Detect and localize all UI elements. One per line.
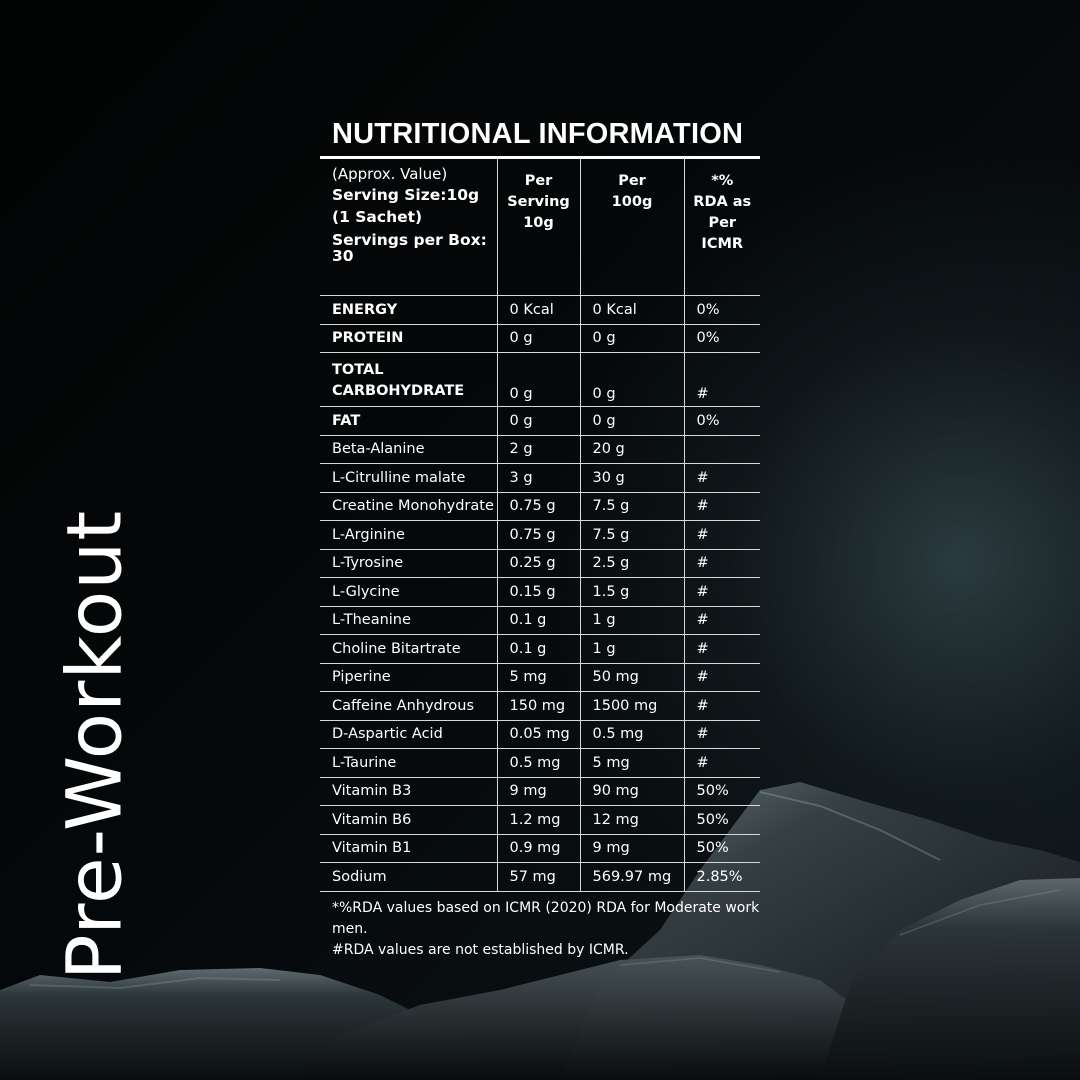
per-serving-value: 57 mg [497,863,580,892]
table-row [320,435,760,464]
table-row [320,324,760,353]
rda-value: # [684,578,760,607]
table-header-row [320,159,760,296]
header-per-100g-line2: 100g [611,194,653,210]
nutrient-name: L-Theanine [320,606,497,635]
table-row [320,296,760,325]
per-serving-value: 2 g [497,435,580,464]
footnote-rda-basis: *%RDA values based on ICMR (2020) RDA for Moderate work men. [332,899,760,937]
table-row [320,663,760,692]
nutrient-name: Choline Bitartrate [320,635,497,664]
header-serving-info [320,159,497,296]
rda-value: 0% [684,407,760,436]
per-100g-value: 50 mg [580,663,684,692]
nutrient-name: Creatine Monohydrate [320,492,497,521]
product-title-vertical: Pre-Workout [49,509,139,981]
rda-value [684,435,760,464]
nutrient-name: Piperine [320,663,497,692]
table-row [320,635,760,664]
table-row [320,863,760,892]
per-100g-value: 1500 mg [580,692,684,721]
per-serving-value: 0.1 g [497,606,580,635]
nutrient-name: Vitamin B6 [320,806,497,835]
header-per-100g-line1: Per [618,173,646,189]
rda-value: 50% [684,806,760,835]
per-100g-value: 9 mg [580,834,684,863]
header-approx-value: (Approx. Value) [332,165,448,183]
header-rda [684,159,760,296]
rda-value: # [684,606,760,635]
per-100g-value: 0 g [580,353,684,407]
header-rda-line1: *% [711,173,734,189]
header-per-serving-line1: Per [524,173,553,189]
table-row [320,521,760,550]
header-rda-line4: ICMR [701,236,744,252]
table-row [320,806,760,835]
table-row [320,606,760,635]
table-row [320,353,760,407]
per-serving-value: 0 g [497,407,580,436]
nutrient-name: ENERGY [320,296,497,325]
rda-value: 50% [684,777,760,806]
per-serving-value: 1.2 mg [497,806,580,835]
rda-value: # [684,492,760,521]
rda-value: # [684,353,760,407]
per-100g-value: 0 g [580,407,684,436]
per-100g-value: 0 Kcal [580,296,684,325]
nutrient-name: L-Citrulline malate [320,464,497,493]
table-row [320,492,760,521]
per-serving-value: 0.75 g [497,521,580,550]
nutrient-name: Beta-Alanine [320,435,497,464]
per-100g-value: 569.97 mg [580,863,684,892]
per-serving-value: 0.9 mg [497,834,580,863]
per-serving-value: 0.5 mg [497,749,580,778]
nutrition-panel [320,112,760,961]
nutrient-name: PROTEIN [320,324,497,353]
nutrition-table-body [320,159,760,891]
per-serving-value: 0.75 g [497,492,580,521]
header-per-100g [580,159,684,296]
per-serving-value: 0.05 mg [497,720,580,749]
footnote-rda-not-established: #RDA values are not established by ICMR. [332,941,629,958]
per-serving-value: 0.25 g [497,549,580,578]
rda-value: # [684,692,760,721]
header-servings-per-box: Servings per Box: [332,231,487,249]
per-100g-value: 90 mg [580,777,684,806]
rda-value: # [684,749,760,778]
nutrient-name: L-Taurine [320,749,497,778]
per-100g-value: 1 g [580,635,684,664]
per-100g-value: 30 g [580,464,684,493]
table-row [320,407,760,436]
panel-title: NUTRITIONAL INFORMATION [320,112,760,159]
per-serving-value: 0.15 g [497,578,580,607]
rda-value: # [684,635,760,664]
header-per-serving [497,159,580,296]
rda-value: # [684,521,760,550]
per-100g-value: 1 g [580,606,684,635]
rda-value: 0% [684,296,760,325]
header-rda-line2: RDA as [693,194,752,210]
per-serving-value: 0 g [497,324,580,353]
rda-value: # [684,464,760,493]
table-row [320,834,760,863]
per-serving-value: 9 mg [497,777,580,806]
per-100g-value: 12 mg [580,806,684,835]
nutrient-name: L-Glycine [320,578,497,607]
per-serving-value: 5 mg [497,663,580,692]
table-row [320,720,760,749]
table-row [320,578,760,607]
header-sachet: (1 Sachet) [332,208,423,226]
per-100g-value: 7.5 g [580,521,684,550]
nutrient-name-line2: CARBOHYDRATE [332,383,465,399]
rda-value: 0% [684,324,760,353]
table-row [320,777,760,806]
per-100g-value: 0.5 mg [580,720,684,749]
nutrition-table [320,159,760,892]
footnotes [320,892,760,961]
header-per-serving-line3: 10g [523,215,554,231]
per-100g-value: 7.5 g [580,492,684,521]
rda-value: 2.85% [684,863,760,892]
per-100g-value: 2.5 g [580,549,684,578]
per-serving-value: 3 g [497,464,580,493]
per-serving-value: 0 Kcal [497,296,580,325]
rda-value: # [684,549,760,578]
nutrient-name [320,353,497,407]
nutrient-name: Vitamin B1 [320,834,497,863]
nutrient-name: Vitamin B3 [320,777,497,806]
nutrient-name: D-Aspartic Acid [320,720,497,749]
nutrient-name: L-Arginine [320,521,497,550]
header-servings-count: 30 [332,247,354,265]
per-serving-value: 0.1 g [497,635,580,664]
nutrient-name-line1: TOTAL [332,362,384,378]
per-serving-value: 150 mg [497,692,580,721]
nutrient-name: L-Tyrosine [320,549,497,578]
table-row [320,749,760,778]
header-rda-line3: Per [708,215,737,231]
table-row [320,464,760,493]
rda-value: # [684,720,760,749]
header-serving-size: Serving Size:10g [332,186,480,204]
table-row [320,549,760,578]
rda-value: 50% [684,834,760,863]
rda-value: # [684,663,760,692]
nutrient-name: Caffeine Anhydrous [320,692,497,721]
nutrient-name: FAT [320,407,497,436]
per-100g-value: 0 g [580,324,684,353]
per-serving-value: 0 g [497,353,580,407]
table-row [320,692,760,721]
per-100g-value: 5 mg [580,749,684,778]
per-100g-value: 1.5 g [580,578,684,607]
per-100g-value: 20 g [580,435,684,464]
header-per-serving-line2: Serving [507,194,570,210]
nutrient-name: Sodium [320,863,497,892]
